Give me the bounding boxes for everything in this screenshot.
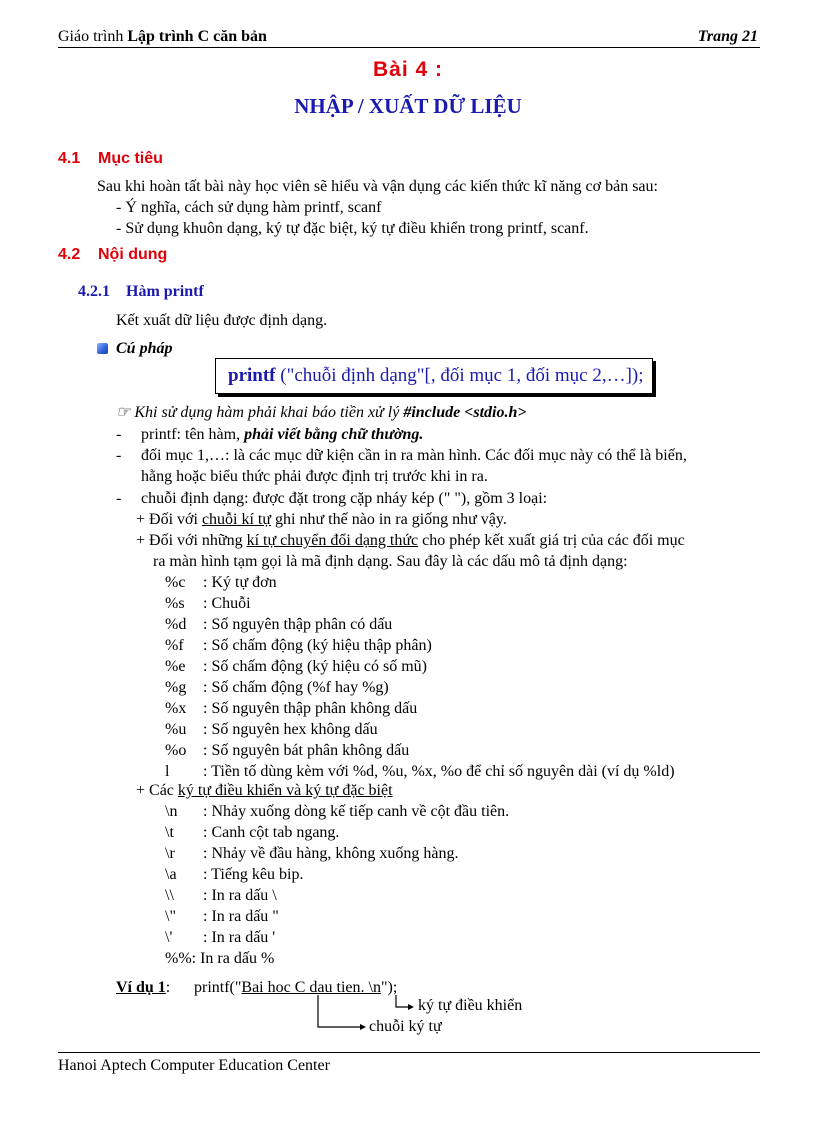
args-note-line2: hằng hoặc biểu thức phải được định trị trước khi in ra. bbox=[141, 468, 488, 485]
escape-row bbox=[165, 865, 303, 885]
dash-bullet: - bbox=[116, 447, 122, 464]
format-code-row bbox=[165, 720, 378, 740]
dash-bullet: - bbox=[116, 490, 122, 507]
subsection-number: 4.2.1 bbox=[78, 283, 110, 300]
syntax-box bbox=[215, 358, 653, 394]
string-arrow bbox=[318, 995, 360, 1027]
escape-note bbox=[136, 781, 393, 801]
format-code: %d bbox=[165, 616, 187, 633]
include-note-text: ☞ Khi sử dụng hàm phải khai báo tiền xử lý bbox=[116, 404, 404, 421]
conversion-note-line1 bbox=[136, 531, 685, 551]
format-desc: : Số nguyên hex không dấu bbox=[203, 721, 378, 738]
section-title: Nội dung bbox=[98, 246, 168, 263]
escape-code: \" bbox=[165, 908, 176, 925]
format-desc: : Số nguyên bát phân không dấu bbox=[203, 742, 410, 759]
format-code: %f bbox=[165, 637, 184, 654]
code-escape: \n bbox=[368, 979, 381, 996]
format-code-row bbox=[165, 678, 389, 698]
annotation-string: chuỗi ký tự bbox=[369, 1018, 442, 1035]
format-desc: : Số chấm động (ký hiệu có số mũ) bbox=[203, 658, 427, 675]
syntax-args: ("chuỗi định dạng"[, đối mục 1, đối mục 2,…]); bbox=[275, 365, 644, 386]
escape-desc: : In ra dấu % bbox=[191, 950, 275, 967]
format-code: %u bbox=[165, 721, 187, 738]
note-text: cho phép kết xuất giá trị của các đối mục bbox=[418, 532, 685, 549]
escape-code: \r bbox=[165, 845, 175, 862]
arrow-head-icon bbox=[408, 1004, 414, 1010]
section-number: 4.2 bbox=[58, 246, 81, 263]
format-code-row bbox=[165, 657, 427, 677]
format-code: %c bbox=[165, 574, 186, 591]
format-code: %g bbox=[165, 679, 187, 696]
code-string-literal: Bai hoc C dau tien. bbox=[241, 979, 369, 996]
format-desc: : Tiền tố dùng kèm với %d, %u, %x, %o để chỉ số nguyên dài (ví dụ %ld) bbox=[203, 763, 675, 780]
printf-note-emphasis: phải viết bằng chữ thường. bbox=[244, 426, 424, 443]
code-text: printf(" bbox=[194, 979, 242, 996]
format-code-row bbox=[165, 699, 417, 719]
subsection-description: Kết xuất dữ liệu được định dạng. bbox=[116, 312, 328, 329]
page-header bbox=[58, 27, 267, 47]
note-underlined: ký tự điều khiển và ký tự đặc biệt bbox=[177, 782, 393, 799]
format-desc: : Số nguyên thập phân có dấu bbox=[203, 616, 393, 633]
printf-note bbox=[141, 425, 423, 445]
escape-desc: : Nhảy về đầu hàng, không xuống hàng. bbox=[203, 845, 459, 862]
section-4-1-heading bbox=[58, 150, 163, 168]
note-text: ghi như thế nào in ra giống như vậy. bbox=[271, 511, 507, 528]
format-desc: : Số nguyên thập phân không dấu bbox=[203, 700, 418, 717]
format-code-row bbox=[165, 615, 392, 635]
format-code-row bbox=[165, 594, 251, 614]
escape-row bbox=[165, 886, 277, 906]
format-code-row bbox=[165, 636, 432, 656]
section-title: Mục tiêu bbox=[98, 150, 163, 167]
arrow-head-icon bbox=[360, 1024, 366, 1030]
example-label bbox=[116, 978, 170, 998]
annotation-control-char: ký tự điều khiển bbox=[418, 997, 523, 1014]
subsection-4-2-1-heading bbox=[78, 283, 204, 301]
format-desc: : Số chấm động (%f hay %g) bbox=[203, 679, 389, 696]
format-code: l bbox=[165, 763, 170, 780]
header-prefix: Giáo trình bbox=[58, 28, 124, 45]
page-number: Trang 21 bbox=[697, 28, 758, 45]
format-code: %x bbox=[165, 700, 187, 717]
escape-desc: : In ra dấu ' bbox=[203, 929, 276, 946]
string-literal-note bbox=[136, 510, 507, 530]
include-note bbox=[116, 403, 526, 423]
square-bullet-icon bbox=[97, 343, 108, 354]
escape-desc: : Tiếng kêu bip. bbox=[203, 866, 304, 883]
include-directive: #include <stdio.h> bbox=[403, 404, 527, 421]
footer-divider bbox=[58, 1052, 760, 1053]
note-underlined: kí tự chuyển đổi dạng thức bbox=[246, 532, 419, 549]
escape-desc: : Nhảy xuống dòng kế tiếp canh về cột đầu tiên. bbox=[203, 803, 510, 820]
escape-row bbox=[165, 802, 509, 822]
header-divider bbox=[58, 47, 760, 48]
note-underlined: chuỗi kí tự bbox=[201, 511, 272, 528]
header-course: Lập trình C căn bản bbox=[127, 28, 267, 45]
conversion-note-line2: ra màn hình tạm gọi là mã định dạng. Sau đây là các dấu mô tả định dạng: bbox=[153, 553, 628, 570]
printf-note-text: printf: tên hàm, bbox=[141, 426, 245, 443]
note-text: + Các bbox=[136, 782, 178, 799]
escape-desc: : In ra dấu \ bbox=[203, 887, 277, 904]
subsection-title: Hàm printf bbox=[126, 283, 204, 300]
escape-code: \' bbox=[165, 929, 173, 946]
format-code: %s bbox=[165, 595, 185, 612]
section-number: 4.1 bbox=[58, 150, 81, 167]
footer-text: Hanoi Aptech Computer Education Center bbox=[58, 1057, 330, 1074]
escape-code: \t bbox=[165, 824, 174, 841]
escape-row bbox=[165, 949, 274, 969]
escape-code: \a bbox=[165, 866, 177, 883]
escape-code: \n bbox=[165, 803, 178, 820]
escape-row bbox=[165, 844, 459, 864]
escape-row bbox=[165, 823, 339, 843]
escape-desc: : Canh cột tab ngang. bbox=[203, 824, 340, 841]
escape-row bbox=[165, 907, 279, 927]
format-desc: : Chuỗi bbox=[203, 595, 251, 612]
format-desc: : Số chấm động (ký hiệu thập phân) bbox=[203, 637, 432, 654]
escape-code: \\ bbox=[165, 887, 174, 904]
objectives-intro: Sau khi hoàn tất bài này học viên sẽ hiểu và vận dụng các kiến thức kĩ năng cơ bản sau: bbox=[97, 178, 658, 195]
escape-row bbox=[165, 928, 275, 948]
objective-item: - Sử dụng khuôn dạng, ký tự đặc biệt, ký tự điều khiển trong printf, scanf. bbox=[116, 220, 589, 237]
format-code-row bbox=[165, 573, 277, 593]
section-4-2-heading bbox=[58, 246, 167, 264]
dash-bullet: - bbox=[116, 426, 122, 443]
format-string-note: chuỗi định dạng: được đặt trong cặp nháy kép (" "), gồm 3 loại: bbox=[141, 490, 548, 507]
note-text: + Đối với những bbox=[136, 532, 247, 549]
args-note-line1: đối mục 1,…: là các mục dữ kiện cần in ra màn hình. Các đối mục này có thể là biến, bbox=[141, 447, 687, 464]
escape-desc: : In ra dấu " bbox=[203, 908, 279, 925]
lesson-topic: NHẬP / XUẤT DỮ LIỆU bbox=[294, 94, 522, 118]
objective-item: - Ý nghĩa, cách sử dụng hàm printf, scanf bbox=[116, 199, 382, 216]
example-colon: : bbox=[165, 979, 171, 996]
lesson-title: Bài 4 : bbox=[372, 58, 444, 81]
example-label-text: Ví dụ 1 bbox=[116, 979, 166, 996]
note-text: + Đối với bbox=[136, 511, 202, 528]
format-code-row bbox=[165, 741, 409, 761]
format-code-row bbox=[165, 762, 675, 782]
syntax-keyword: printf bbox=[228, 365, 276, 386]
format-code: %o bbox=[165, 742, 187, 759]
syntax-label: Cú pháp bbox=[116, 340, 173, 357]
escape-code: %% bbox=[165, 950, 192, 967]
code-text: "); bbox=[380, 979, 398, 996]
control-char-arrow bbox=[396, 995, 408, 1007]
format-desc: : Ký tự đơn bbox=[203, 574, 277, 591]
format-code: %e bbox=[165, 658, 186, 675]
